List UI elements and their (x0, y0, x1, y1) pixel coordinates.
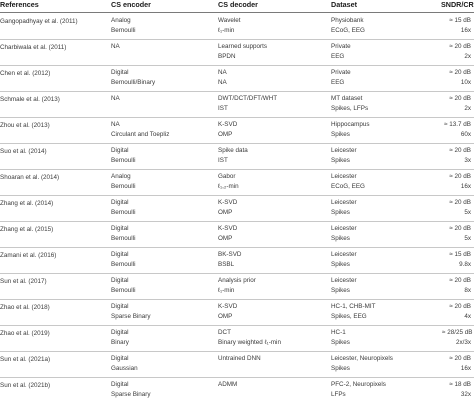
cr-cell: 2x (464, 105, 471, 112)
dataset-signal-cell: Spikes (331, 261, 350, 268)
cr-cell: 16x (460, 365, 471, 372)
reference-cell: Zhang et al. (2014) (0, 200, 54, 207)
decoder-algorithm-cell: ℓ₁,₂-min (218, 183, 239, 190)
cr-cell: 5x (464, 209, 471, 216)
row-divider (0, 195, 474, 196)
reference-cell: Zhao et al. (2019) (0, 330, 50, 337)
encoder-type-cell: Digital (111, 69, 129, 76)
cr-cell: 4x (464, 313, 471, 320)
decoder-dictionary-cell: Untrained DNN (218, 355, 261, 362)
dataset-signal-cell: Spikes, EEG (331, 313, 367, 320)
table-row (0, 15, 474, 41)
row-divider (0, 377, 474, 378)
table-header (0, 0, 474, 14)
row-divider (0, 91, 474, 92)
decoder-dictionary-cell: K-SVD (218, 225, 238, 232)
decoder-algorithm-cell: OMP (218, 235, 233, 242)
table-row (0, 249, 474, 275)
encoder-matrix-cell: Circulant and Toepliz (111, 131, 170, 138)
row-divider (0, 65, 474, 66)
decoder-dictionary-cell: Analysis prior (218, 277, 256, 284)
dataset-name-cell: Private (331, 43, 351, 50)
decoder-algorithm-cell: ℓ₁-min (218, 287, 235, 294)
decoder-dictionary-cell: DCT (218, 329, 231, 336)
dataset-name-cell: Private (331, 69, 351, 76)
encoder-type-cell: Digital (111, 355, 129, 362)
encoder-type-cell: NA (111, 121, 120, 128)
cr-cell: 2x/3x (455, 339, 471, 346)
encoder-matrix-cell: Bernoulli (111, 287, 136, 294)
decoder-dictionary-cell: BK-SVD (218, 251, 242, 258)
reference-cell: Zamani et al. (2016) (0, 252, 57, 259)
row-divider (0, 143, 474, 144)
encoder-matrix-cell: Gaussian (111, 365, 138, 372)
encoder-type-cell: Digital (111, 303, 129, 310)
decoder-dictionary-cell: NA (218, 69, 227, 76)
reference-cell: Sun et al. (2021a) (0, 356, 51, 363)
encoder-type-cell: Digital (111, 225, 129, 232)
decoder-dictionary-cell: ADMM (218, 381, 238, 388)
encoder-type-cell: NA (111, 43, 120, 50)
table-row (0, 67, 474, 93)
dataset-name-cell: Leicester (331, 173, 357, 180)
encoder-matrix-cell: Bernoulli (111, 209, 136, 216)
decoder-algorithm-cell: ℓ₁-min (218, 27, 235, 34)
encoder-matrix-cell: Bernoulli/Binary (111, 79, 156, 86)
row-divider (0, 351, 474, 352)
table-row (0, 353, 474, 379)
decoder-algorithm-cell: IST (218, 105, 228, 112)
sndr-cell: ≈ 20 dB (449, 355, 471, 362)
cr-cell: 16x (460, 183, 471, 190)
table-row (0, 197, 474, 223)
row-divider (0, 299, 474, 300)
row-divider (0, 273, 474, 274)
encoder-matrix-cell: Bernoulli (111, 183, 136, 190)
row-divider (0, 325, 474, 326)
decoder-algorithm-cell: OMP (218, 209, 233, 216)
header-dataset: Dataset (331, 0, 357, 9)
encoder-matrix-cell: Binary (111, 339, 129, 346)
reference-cell: Zhao et al. (2018) (0, 304, 50, 311)
reference-cell: Sun et al. (2017) (0, 278, 47, 285)
sndr-cell: ≈ 20 dB (449, 43, 471, 50)
cr-cell: 3x (464, 157, 471, 164)
decoder-dictionary-cell: K-SVD (218, 303, 238, 310)
dataset-name-cell: Physiobank (331, 17, 364, 24)
reference-cell: Shoaran et al. (2014) (0, 174, 60, 181)
row-divider (0, 39, 474, 40)
dataset-name-cell: PFC-2, Neuropixels (331, 381, 386, 388)
dataset-signal-cell: Spikes (331, 209, 350, 216)
sndr-cell: ≈ 20 dB (449, 173, 471, 180)
encoder-type-cell: NA (111, 95, 120, 102)
dataset-signal-cell: Spikes (331, 235, 350, 242)
sndr-cell: ≈ 20 dB (449, 225, 471, 232)
encoder-type-cell: Digital (111, 199, 129, 206)
header-sndr-cr: SNDR/CR (441, 0, 474, 9)
reference-cell: Zhou et al. (2013) (0, 122, 50, 129)
encoder-type-cell: Digital (111, 277, 129, 284)
cr-cell: 32x (460, 391, 471, 398)
dataset-signal-cell: ECoG, EEG (331, 183, 365, 190)
sndr-cell: ≈ 20 dB (449, 303, 471, 310)
decoder-dictionary-cell: Gabor (218, 173, 236, 180)
decoder-dictionary-cell: Spike data (218, 147, 248, 154)
cr-cell: 8x (464, 287, 471, 294)
sndr-cell: ≈ 18 dB (449, 381, 471, 388)
encoder-type-cell: Analog (111, 17, 131, 24)
dataset-name-cell: HC-1 (331, 329, 346, 336)
decoder-dictionary-cell: K-SVD (218, 199, 238, 206)
row-divider (0, 221, 474, 222)
decoder-dictionary-cell: Learned supports (218, 43, 268, 50)
sndr-cell: ≈ 15 dB (449, 251, 471, 258)
dataset-name-cell: MT dataset (331, 95, 363, 102)
header-cs-encoder: CS encoder (111, 0, 151, 9)
table-row (0, 379, 474, 405)
dataset-signal-cell: EEG (331, 79, 345, 86)
encoder-type-cell: Digital (111, 147, 129, 154)
sndr-cell: ≈ 13.7 dB (444, 121, 471, 128)
cr-cell: 16x (460, 27, 471, 34)
decoder-algorithm-cell: OMP (218, 131, 233, 138)
header-cs-decoder: CS decoder (218, 0, 258, 9)
row-divider (0, 117, 474, 118)
sndr-cell: ≈ 28/25 dB (442, 329, 473, 336)
decoder-algorithm-cell: NA (218, 79, 227, 86)
reference-cell: Schmale et al. (2013) (0, 96, 60, 103)
encoder-matrix-cell: Bernoulli (111, 27, 136, 34)
sndr-cell: ≈ 20 dB (449, 147, 471, 154)
reference-cell: Gangopadhyay et al. (2011) (0, 18, 78, 25)
table-row (0, 145, 474, 171)
decoder-algorithm-cell: IST (218, 157, 228, 164)
cr-cell: 5x (464, 235, 471, 242)
dataset-name-cell: Leicester (331, 225, 357, 232)
dataset-name-cell: HC-1, CHB-MIT (331, 303, 376, 310)
dataset-signal-cell: Spikes (331, 157, 350, 164)
table-row (0, 119, 474, 145)
dataset-signal-cell: Spikes (331, 365, 350, 372)
encoder-matrix-cell: Bernoulli (111, 235, 136, 242)
sndr-cell: ≈ 20 dB (449, 199, 471, 206)
reference-cell: Zhang et al. (2015) (0, 226, 54, 233)
decoder-algorithm-cell: BPDN (218, 53, 236, 60)
dataset-name-cell: Leicester (331, 251, 357, 258)
header-references: References (0, 0, 39, 9)
encoder-type-cell: Digital (111, 329, 129, 336)
dataset-name-cell: Leicester (331, 277, 357, 284)
dataset-signal-cell: ECoG, EEG (331, 27, 365, 34)
reference-cell: Chen et al. (2012) (0, 70, 51, 77)
cr-cell: 10x (460, 79, 471, 86)
dataset-name-cell: Leicester (331, 147, 357, 154)
encoder-type-cell: Digital (111, 381, 129, 388)
cr-cell: 60x (460, 131, 471, 138)
cr-cell: 9.8x (459, 261, 471, 268)
encoder-type-cell: Digital (111, 251, 129, 258)
dataset-name-cell: Leicester (331, 199, 357, 206)
dataset-signal-cell: Spikes (331, 131, 350, 138)
reference-cell: Charbiwala et al. (2011) (0, 44, 67, 51)
dataset-signal-cell: LFPs (331, 391, 346, 398)
decoder-algorithm-cell: BSBL (218, 261, 235, 268)
table-row (0, 275, 474, 301)
table-row (0, 171, 474, 197)
table-row (0, 327, 474, 353)
reference-cell: Sun et al. (2021b) (0, 382, 51, 389)
encoder-matrix-cell: Bernoulli (111, 157, 136, 164)
sndr-cell: ≈ 15 dB (449, 17, 471, 24)
row-divider (0, 169, 474, 170)
table-row (0, 93, 474, 119)
sndr-cell: ≈ 20 dB (449, 277, 471, 284)
decoder-dictionary-cell: K-SVD (218, 121, 238, 128)
encoder-matrix-cell: Sparse Binary (111, 313, 151, 320)
dataset-name-cell: Leicester, Neuropixels (331, 355, 393, 362)
header-rule (0, 12, 474, 13)
sndr-cell: ≈ 20 dB (449, 95, 471, 102)
row-divider (0, 247, 474, 248)
reference-cell: Suo et al. (2014) (0, 148, 47, 155)
encoder-matrix-cell: Sparse Binary (111, 391, 151, 398)
table-row (0, 301, 474, 327)
cr-cell: 2x (464, 53, 471, 60)
decoder-dictionary-cell: DWT/DCT/DFT/WHT (218, 95, 278, 102)
decoder-dictionary-cell: Wavelet (218, 17, 241, 24)
dataset-signal-cell: Spikes, LFPs (331, 105, 369, 112)
decoder-algorithm-cell: OMP (218, 313, 233, 320)
dataset-name-cell: Hippocampus (331, 121, 370, 128)
table-row (0, 41, 474, 67)
encoder-matrix-cell: Bernoulli (111, 261, 136, 268)
dataset-signal-cell: Spikes (331, 287, 350, 294)
sndr-cell: ≈ 20 dB (449, 69, 471, 76)
table-row (0, 223, 474, 249)
encoder-type-cell: Analog (111, 173, 131, 180)
dataset-signal-cell: Spikes (331, 339, 350, 346)
dataset-signal-cell: EEG (331, 53, 345, 60)
decoder-algorithm-cell: Binary weighted ℓ₁-min (218, 339, 281, 346)
